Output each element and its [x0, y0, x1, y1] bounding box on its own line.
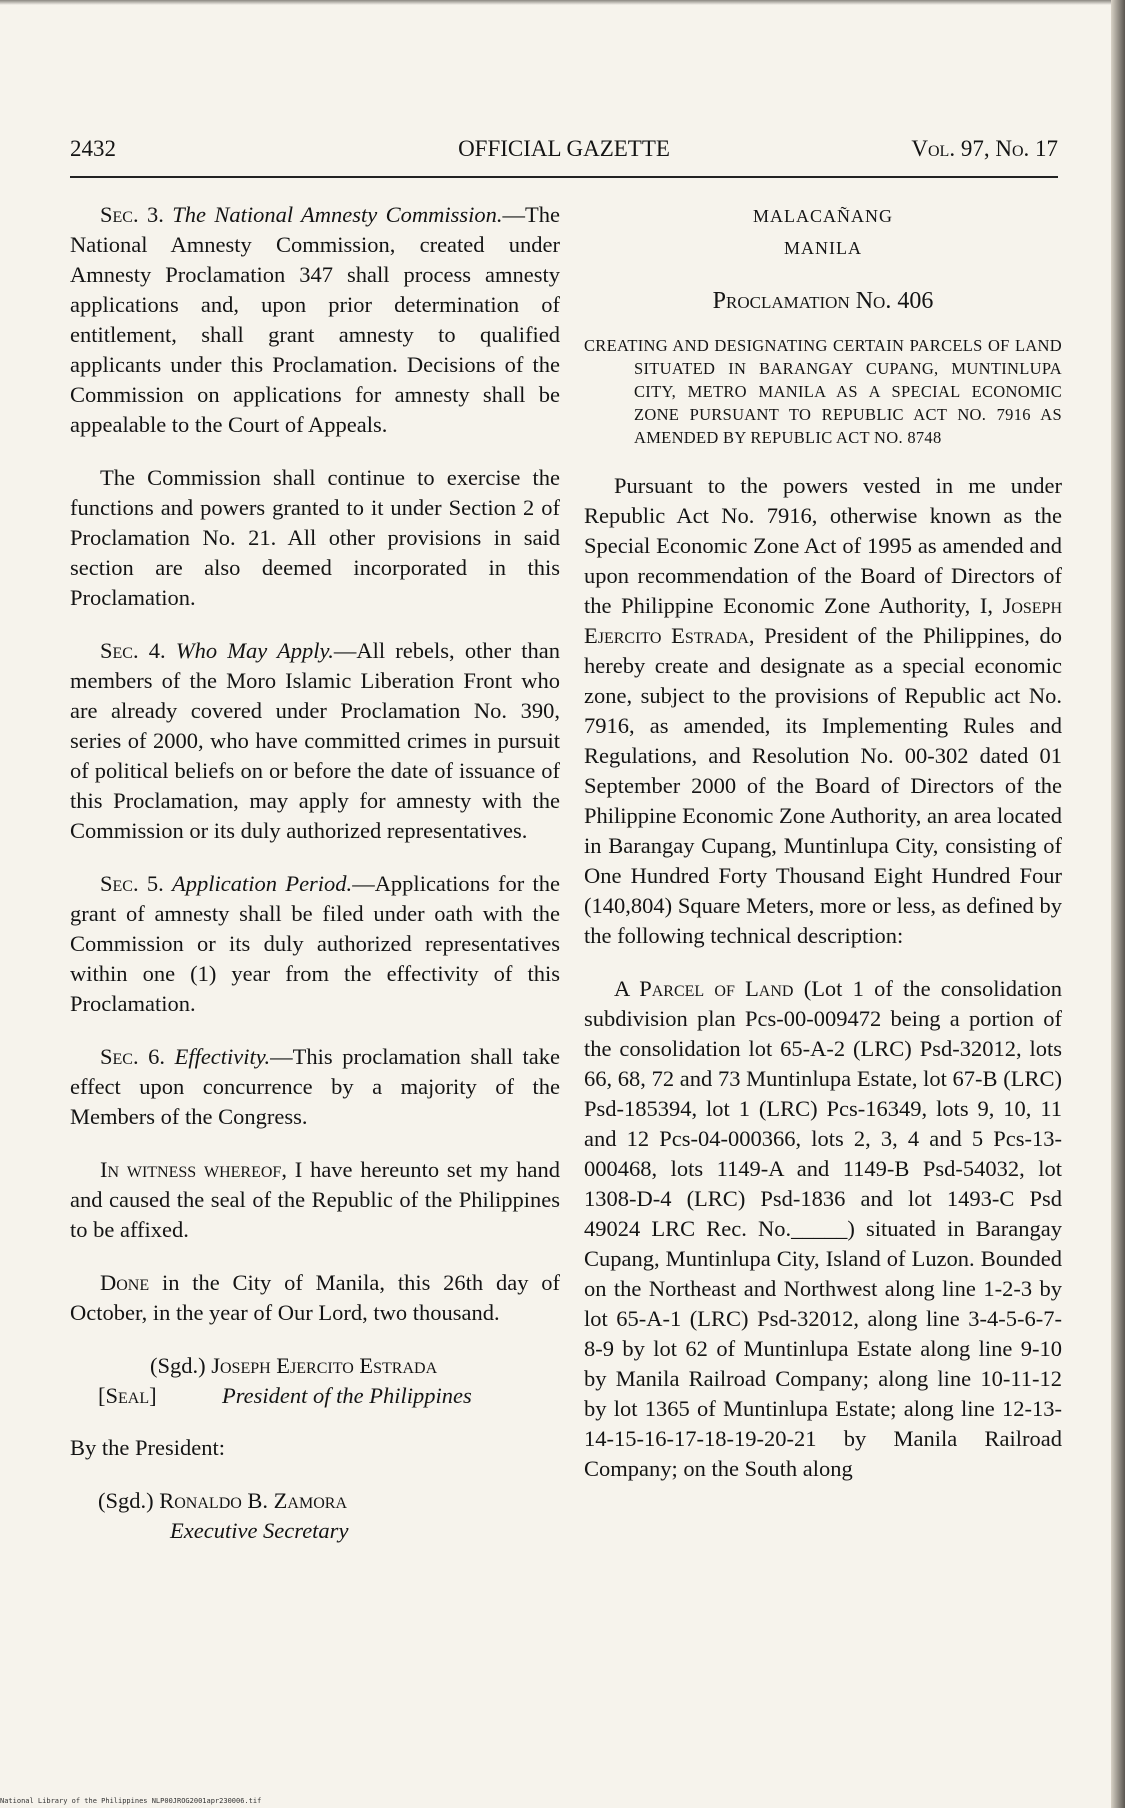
preamble-text: Pursuant to the powers vested in me under Republic Act No. 7916, otherwise known as the Special Economic Zone Act of 1995 as amended and upon recommendation of the Board of Directors of the Philippine Economic Zone Authority, I, — [584, 473, 1062, 618]
section-3-paragraph-2: The Commission shall continue to exercise the functions and powers granted to it under Section 2 of Proclamation No. 21. All other provisions in said section are also deemed incorporated in this Proclamation. — [70, 465, 560, 610]
section-3 — [70, 200, 560, 440]
section-title: Effectivity. — [174, 1044, 271, 1069]
witness-text: I have hereunto set my hand and caused the seal of the Republic of the Philippines to be affixed. — [70, 1157, 560, 1242]
section-4 — [70, 636, 560, 846]
publication-title: OFFICIAL GAZETTE — [458, 136, 670, 161]
secretary-signature — [98, 1486, 560, 1546]
office-heading: MALACAÑANG — [753, 206, 893, 226]
proclamation-title — [584, 286, 1062, 316]
left-column — [70, 200, 560, 1546]
witness-lead: In witness whereof, — [100, 1157, 287, 1182]
president-signature — [70, 1351, 560, 1413]
section-title: Who May Apply. — [175, 638, 334, 663]
proclamation-subtitle: CREATING AND DESIGNATING CERTAIN PARCELS OF LAND SITUATED IN BARANGAY CUPANG, MUNTINLUPA CITY, METRO MANILA AS A SPECIAL ECONOMIC ZONE PURSUANT TO REPUBLIC ACT NO. 7916 AS AMENDED BY REPUBLIC ACT NO. 8748 — [584, 336, 1062, 447]
parcel-lead: A Parcel of Land — [614, 976, 794, 1001]
section-label: Sec. 5. — [100, 871, 164, 896]
section-title: The National Amnesty Commission. — [172, 202, 503, 227]
scan-top-edge — [0, 0, 1125, 5]
done-clause — [70, 1268, 560, 1328]
volume-number: Vol. 97, No. 17 — [911, 136, 1058, 161]
section-text: —Applications for the grant of amnesty shall be filed under oath with the Commission or its duly authorized representatives within one (1) year from the effectivity of this Proclamation. — [70, 871, 560, 1016]
secretary-name: Ronaldo B. Zamora — [159, 1488, 347, 1513]
scan-binding-edge — [1111, 0, 1125, 1808]
parcel-text: (Lot 1 of the consolidation subdivision plan Pcs-00-009472 being a portion of the consolidation lot 65-A-2 (LRC) Psd-32012, lots 66, 68, 72 and 73 Muntinlupa Estate, lot 67-B (LRC) Psd-185394, lot 1 (LRC) Pcs-16349, lots 9, 10, 11 and 12 Pcs-04-000366, lots 2, 3, 4 and 5 Pcs-13-000468, lots 1149-A and 1149-B Psd-54032, lot 1308-D-4 (LRC) Psd-1836 and lot 1493-C Psd 49024 LRC Rec. No._____) situated in Barangay Cupang, Muntinlupa City, Island of Luzon. Bounded on the Northeast and Northwest along line 1-2-3 by lot 65-A-1 (LRC) Psd-32012, along line 3-4-5-6-7-8-9 by lot 62 of Muntinlupa Estate along line 9-10 by Manila Railroad Company; along line 10-11-12 by lot 1365 of Muntinlupa Estate; along line 12-13-14-15-16-17-18-19-20-21 by Manila Railroad Company; on the South along — [584, 976, 1063, 1481]
signature-prefix: (Sgd.) — [150, 1353, 212, 1378]
done-text: in the City of Manila, this 26th day of October, in the year of Our Lord, two thousand. — [70, 1270, 560, 1325]
done-lead: Done — [100, 1270, 150, 1295]
section-text: —All rebels, other than members of the Moro Islamic Liberation Front who are already covered under Proclamation No. 390, series of 2000, who have committed crimes in pursuit of political beliefs on or before the date of issuance of this Proclamation, may apply for amnesty with the Commission or its duly authorized representatives. — [70, 638, 560, 843]
seal-mark: [Seal] — [98, 1383, 157, 1408]
section-title: Application Period. — [172, 871, 353, 896]
signature-prefix: (Sgd.) — [98, 1488, 160, 1513]
section-6 — [70, 1042, 560, 1132]
proclamation-number: 406 — [897, 288, 934, 314]
witness-clause — [70, 1155, 560, 1245]
signatory-role: President of the Philippines — [222, 1383, 472, 1408]
signature-line — [70, 1351, 560, 1381]
section-label: Sec. 6. — [100, 1044, 166, 1069]
page-number: 2432 — [70, 136, 116, 161]
header-rule — [70, 176, 1058, 178]
page-header — [70, 136, 1058, 172]
section-label: Sec. 3. — [100, 202, 164, 227]
signatory-name: Joseph Ejercito Estrada — [211, 1353, 438, 1378]
proclamation-label: Proclamation No. — [712, 288, 892, 314]
section-text: —The National Amnesty Commission, created under Amnesty Proclamation 347 shall process amnesty applications and, upon prior determination of entitlement, shall grant amnesty to qualified applicants under this Proclamation. Decisions of the Commission on applications for amnesty shall be appealable to the Court of Appeals. — [70, 202, 560, 437]
secretary-title: Executive Secretary — [170, 1518, 349, 1543]
section-text: —This proclamation shall take effect upon concurrence by a majority of the Members of the Congress. — [70, 1044, 560, 1129]
technical-description — [584, 974, 1062, 1484]
right-column — [584, 200, 1062, 1507]
section-5 — [70, 869, 560, 1019]
preamble-paragraph — [584, 471, 1062, 951]
city-heading: MANILA — [784, 238, 862, 258]
by-the-president: By the President: — [70, 1435, 225, 1460]
section-label: Sec. 4. — [100, 638, 166, 663]
seal-and-role — [70, 1381, 560, 1413]
president-name-inline: Joseph Ejercito Estrada — [584, 593, 1062, 648]
preamble-text-cont: , President of the Philippines, do hereby create and designate as a special economic zone, subject to the provisions of Republic act No. 7916, as amended, its Implementing Rules and Regulations, and Resolution No. 00-302 dated 01 September 2000 of the Board of Directors of the Philippine Economic Zone Authority, an area located in Barangay Cupang, Muntinlupa City, consisting of One Hundred Forty Thousand Eight Hundred Four (140,804) Square Meters, more or less, as defined by the following technical description: — [584, 623, 1062, 948]
scan-footer-note: National Library of the Philippines NLP00JROG2001apr230006.tif — [0, 1797, 262, 1805]
